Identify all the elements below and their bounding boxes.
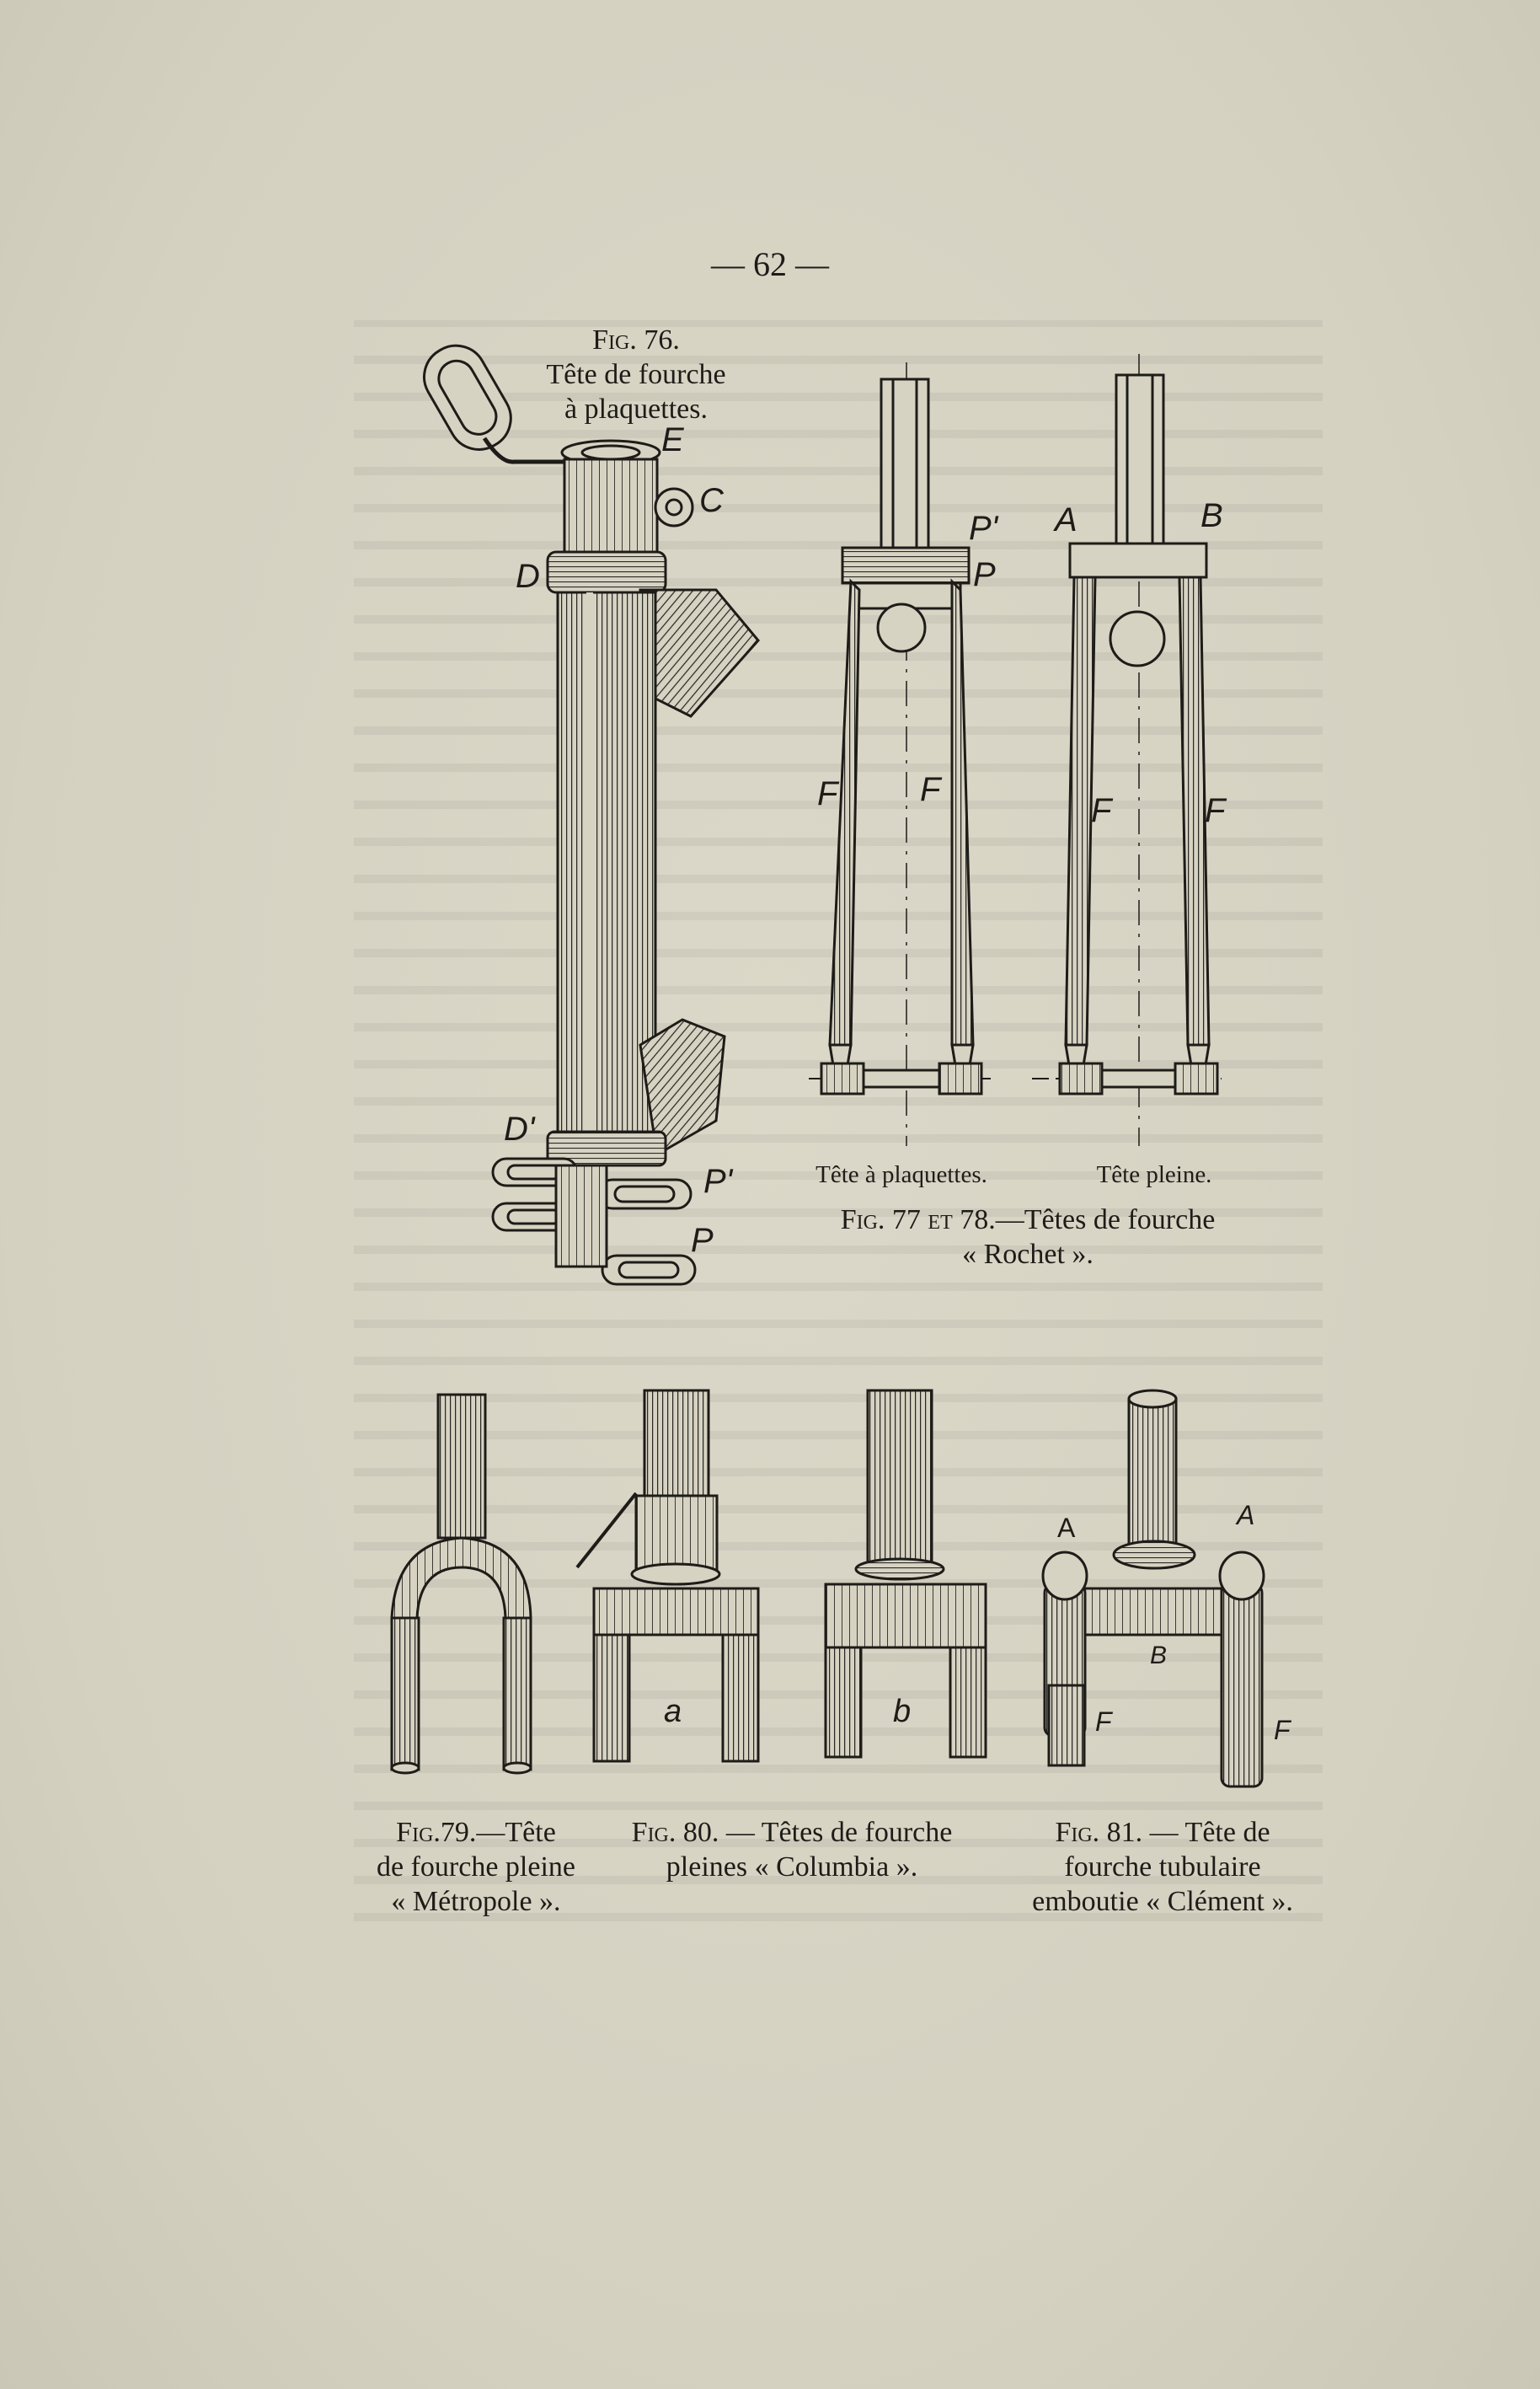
fig78-sub-caption: Tête pleine. bbox=[1096, 1161, 1212, 1188]
fig78-letter-f-right: F bbox=[1205, 792, 1226, 829]
fig77-78-label: Fig. 77 et 78. bbox=[840, 1204, 996, 1235]
fig78-letter-a: A bbox=[1055, 501, 1077, 538]
fig79-caption-line2: de fourche pleine bbox=[377, 1851, 575, 1883]
fig76-letter-p-prime: P' bbox=[703, 1163, 733, 1200]
fig76-letter-d-prime: D' bbox=[504, 1111, 535, 1148]
fig76-drawing bbox=[413, 335, 758, 1284]
fig79-caption-line1: —Tête bbox=[476, 1817, 556, 1848]
fig80-caption-line2: pleines « Columbia ». bbox=[666, 1851, 918, 1883]
fig81-letter-a-right: A bbox=[1237, 1500, 1255, 1530]
fig76-letter-p: P bbox=[691, 1222, 714, 1259]
fig80-caption bbox=[615, 1816, 969, 1885]
fig79-drawing bbox=[392, 1395, 531, 1773]
fig76-label: Fig. 76. bbox=[592, 324, 680, 356]
fig79-caption bbox=[354, 1816, 598, 1919]
fig81-drawing bbox=[1043, 1390, 1264, 1786]
fig81-caption-line3: emboutie « Clément ». bbox=[1032, 1885, 1293, 1917]
fig76-caption-line1: Tête de fourche bbox=[546, 358, 726, 390]
fig81-label: Fig. 81. bbox=[1055, 1817, 1143, 1848]
fig77-letter-f-left: F bbox=[817, 775, 838, 812]
fig77-drawing bbox=[809, 362, 994, 1146]
fig78-drawing bbox=[1032, 354, 1222, 1146]
fig81-caption-line1: — Tête de bbox=[1142, 1817, 1270, 1848]
fig80-label: Fig. 80. bbox=[631, 1817, 719, 1848]
fig77-78-caption-line1: —Têtes de fourche bbox=[995, 1204, 1216, 1235]
fig80-letter-a: a bbox=[664, 1694, 682, 1729]
page-number: — 62 — bbox=[711, 245, 829, 283]
fig77-letter-f-right: F bbox=[920, 771, 941, 808]
fig78-letter-b: B bbox=[1200, 497, 1223, 534]
fig78-letter-f-left: F bbox=[1091, 792, 1112, 829]
fig81-letter-a-left: A bbox=[1057, 1513, 1076, 1543]
fig77-letter-p: P bbox=[973, 556, 996, 593]
fig81-letter-f-right: F bbox=[1274, 1715, 1291, 1745]
fig80-caption-line1: — Têtes de fourche bbox=[719, 1817, 953, 1848]
fig81-letter-b: B bbox=[1150, 1642, 1168, 1669]
fig79-label: Fig.79. bbox=[396, 1817, 477, 1848]
fig77-letter-p-prime: P' bbox=[969, 510, 998, 547]
fig77-78-caption bbox=[809, 1203, 1247, 1272]
fig76-letter-e: E bbox=[661, 421, 684, 458]
fig79-caption-line3: « Métropole ». bbox=[391, 1885, 561, 1917]
fig81-caption-line2: fourche tubulaire bbox=[1064, 1851, 1261, 1883]
fig77-sub-caption: Tête à plaquettes. bbox=[815, 1161, 987, 1188]
fig81-caption bbox=[1011, 1816, 1314, 1919]
fig77-78-caption-line2: « Rochet ». bbox=[962, 1238, 1094, 1270]
fig76-letter-c: C bbox=[699, 482, 724, 519]
fig76-caption-line2: à plaquettes. bbox=[564, 393, 708, 425]
fig81-letter-f-left: F bbox=[1095, 1706, 1112, 1737]
fig80-letter-b: b bbox=[893, 1694, 912, 1729]
fig76-letter-d: D bbox=[516, 558, 540, 595]
